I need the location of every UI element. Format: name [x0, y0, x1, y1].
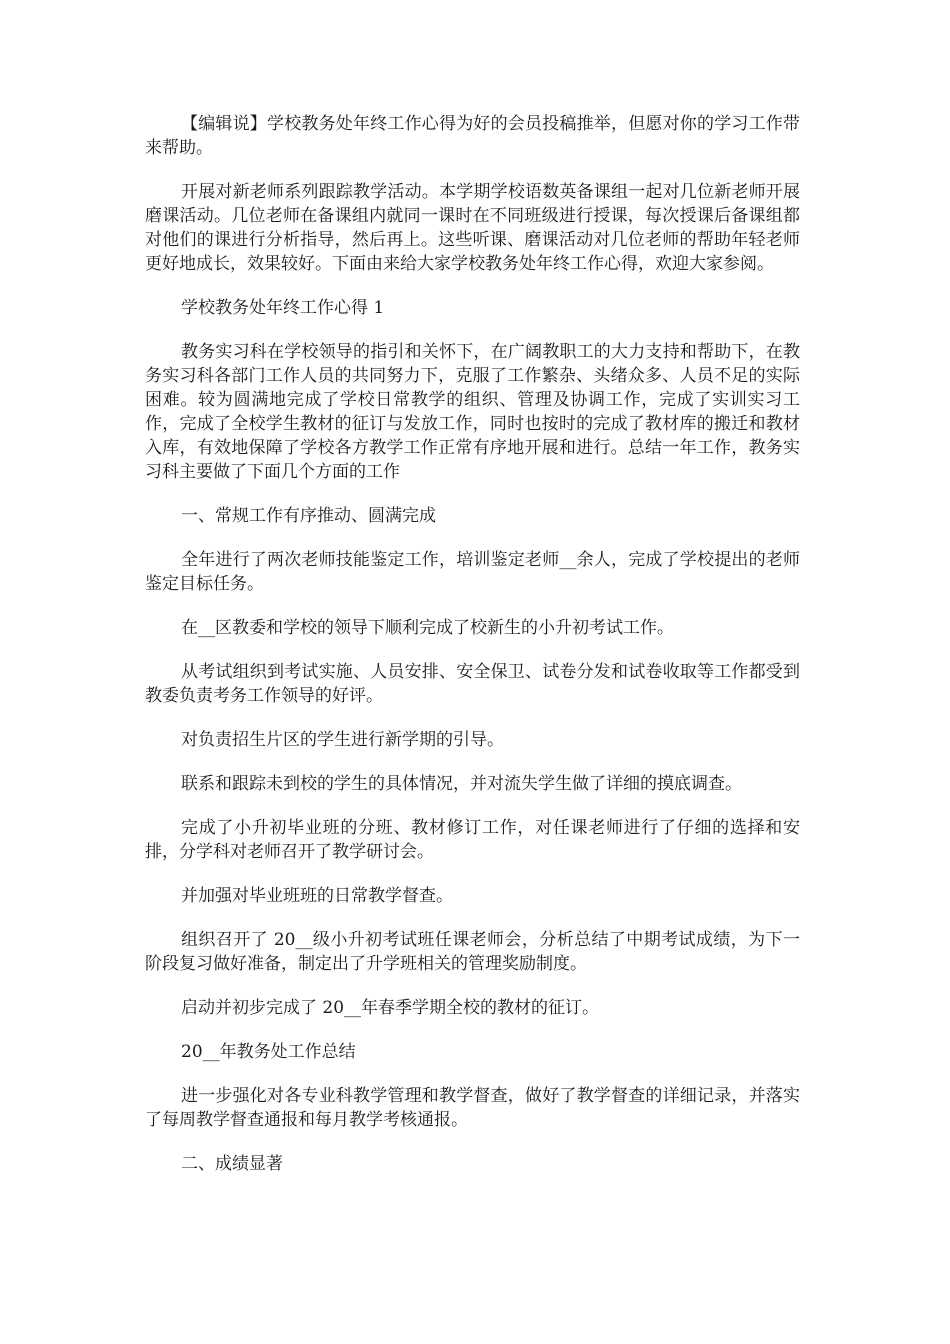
section-heading: 20__年教务处工作总结: [181, 1042, 356, 1062]
editor-note-paragraph: 【编辑说】学校教务处年终工作心得为好的会员投稿推举，但愿对你的学习工作带来帮助。: [145, 114, 800, 158]
document-page: [145, 112, 800, 1196]
body-paragraph: 并加强对毕业班班的日常教学督查。: [181, 886, 453, 906]
intro-paragraph: 开展对新老师系列跟踪教学活动。本学期学校语数英备课组一起对几位新老师开展磨课活动。几位老师在备课组内就同一课时在不同班级进行授课，每次授课后备课组都对他们的课进行分析指导，然后再上。这些听课、磨课活动对几位老师的帮助年轻老师更好地成长，效果较好。下面由来给大家学校教务处年终工作心得，欢迎大家参阅。: [145, 182, 800, 274]
body-paragraph: 教务实习科在学校领导的指引和关怀下，在广阔教职工的大力支持和帮助下，在教务实习科各部门工作人员的共同努力下，克服了工作繁杂、头绪众多、人员不足的实际困难。较为圆满地完成了学校日常教学的组织、管理及协调工作，完成了实训实习工作，完成了全校学生教材的征订与发放工作，同时也按时的完成了教材库的搬迁和教材入库，有效地保障了学校各方教学工作正常有序地开展和进行。总结一年工作，教务实习科主要做了下面几个方面的工作: [145, 342, 800, 482]
body-paragraph: 进一步强化对各专业科教学管理和教学督查，做好了教学督查的详细记录，并落实了每周教学督查通报和每月教学考核通报。: [145, 1086, 800, 1130]
section-title: 学校教务处年终工作心得 1: [181, 298, 385, 318]
body-paragraph: 完成了小升初毕业班的分班、教材修订工作，对任课老师进行了仔细的选择和安排，分学科对老师召开了教学研讨会。: [145, 818, 800, 862]
body-paragraph: 启动并初步完成了 20__年春季学期全校的教材的征订。: [181, 998, 600, 1018]
body-paragraph: 组织召开了 20__级小升初考试班任课老师会，分析总结了中期考试成绩，为下一阶段复习做好准备，制定出了升学班相关的管理奖励制度。: [145, 930, 800, 974]
body-paragraph: 联系和跟踪未到校的学生的具体情况，并对流失学生做了详细的摸底调查。: [181, 774, 742, 794]
body-paragraph: 全年进行了两次老师技能鉴定工作，培训鉴定老师__余人，完成了学校提出的老师鉴定目标任务。: [145, 550, 800, 594]
section-heading: 二、成绩显著: [181, 1154, 283, 1174]
section-heading: 一、常规工作有序推动、圆满完成: [181, 506, 436, 526]
body-paragraph: 在__区教委和学校的领导下顺利完成了校新生的小升初考试工作。: [181, 618, 674, 638]
body-paragraph: 对负责招生片区的学生进行新学期的引导。: [181, 730, 504, 750]
body-paragraph: 从考试组织到考试实施、人员安排、安全保卫、试卷分发和试卷收取等工作都受到教委负责考务工作领导的好评。: [145, 662, 800, 706]
